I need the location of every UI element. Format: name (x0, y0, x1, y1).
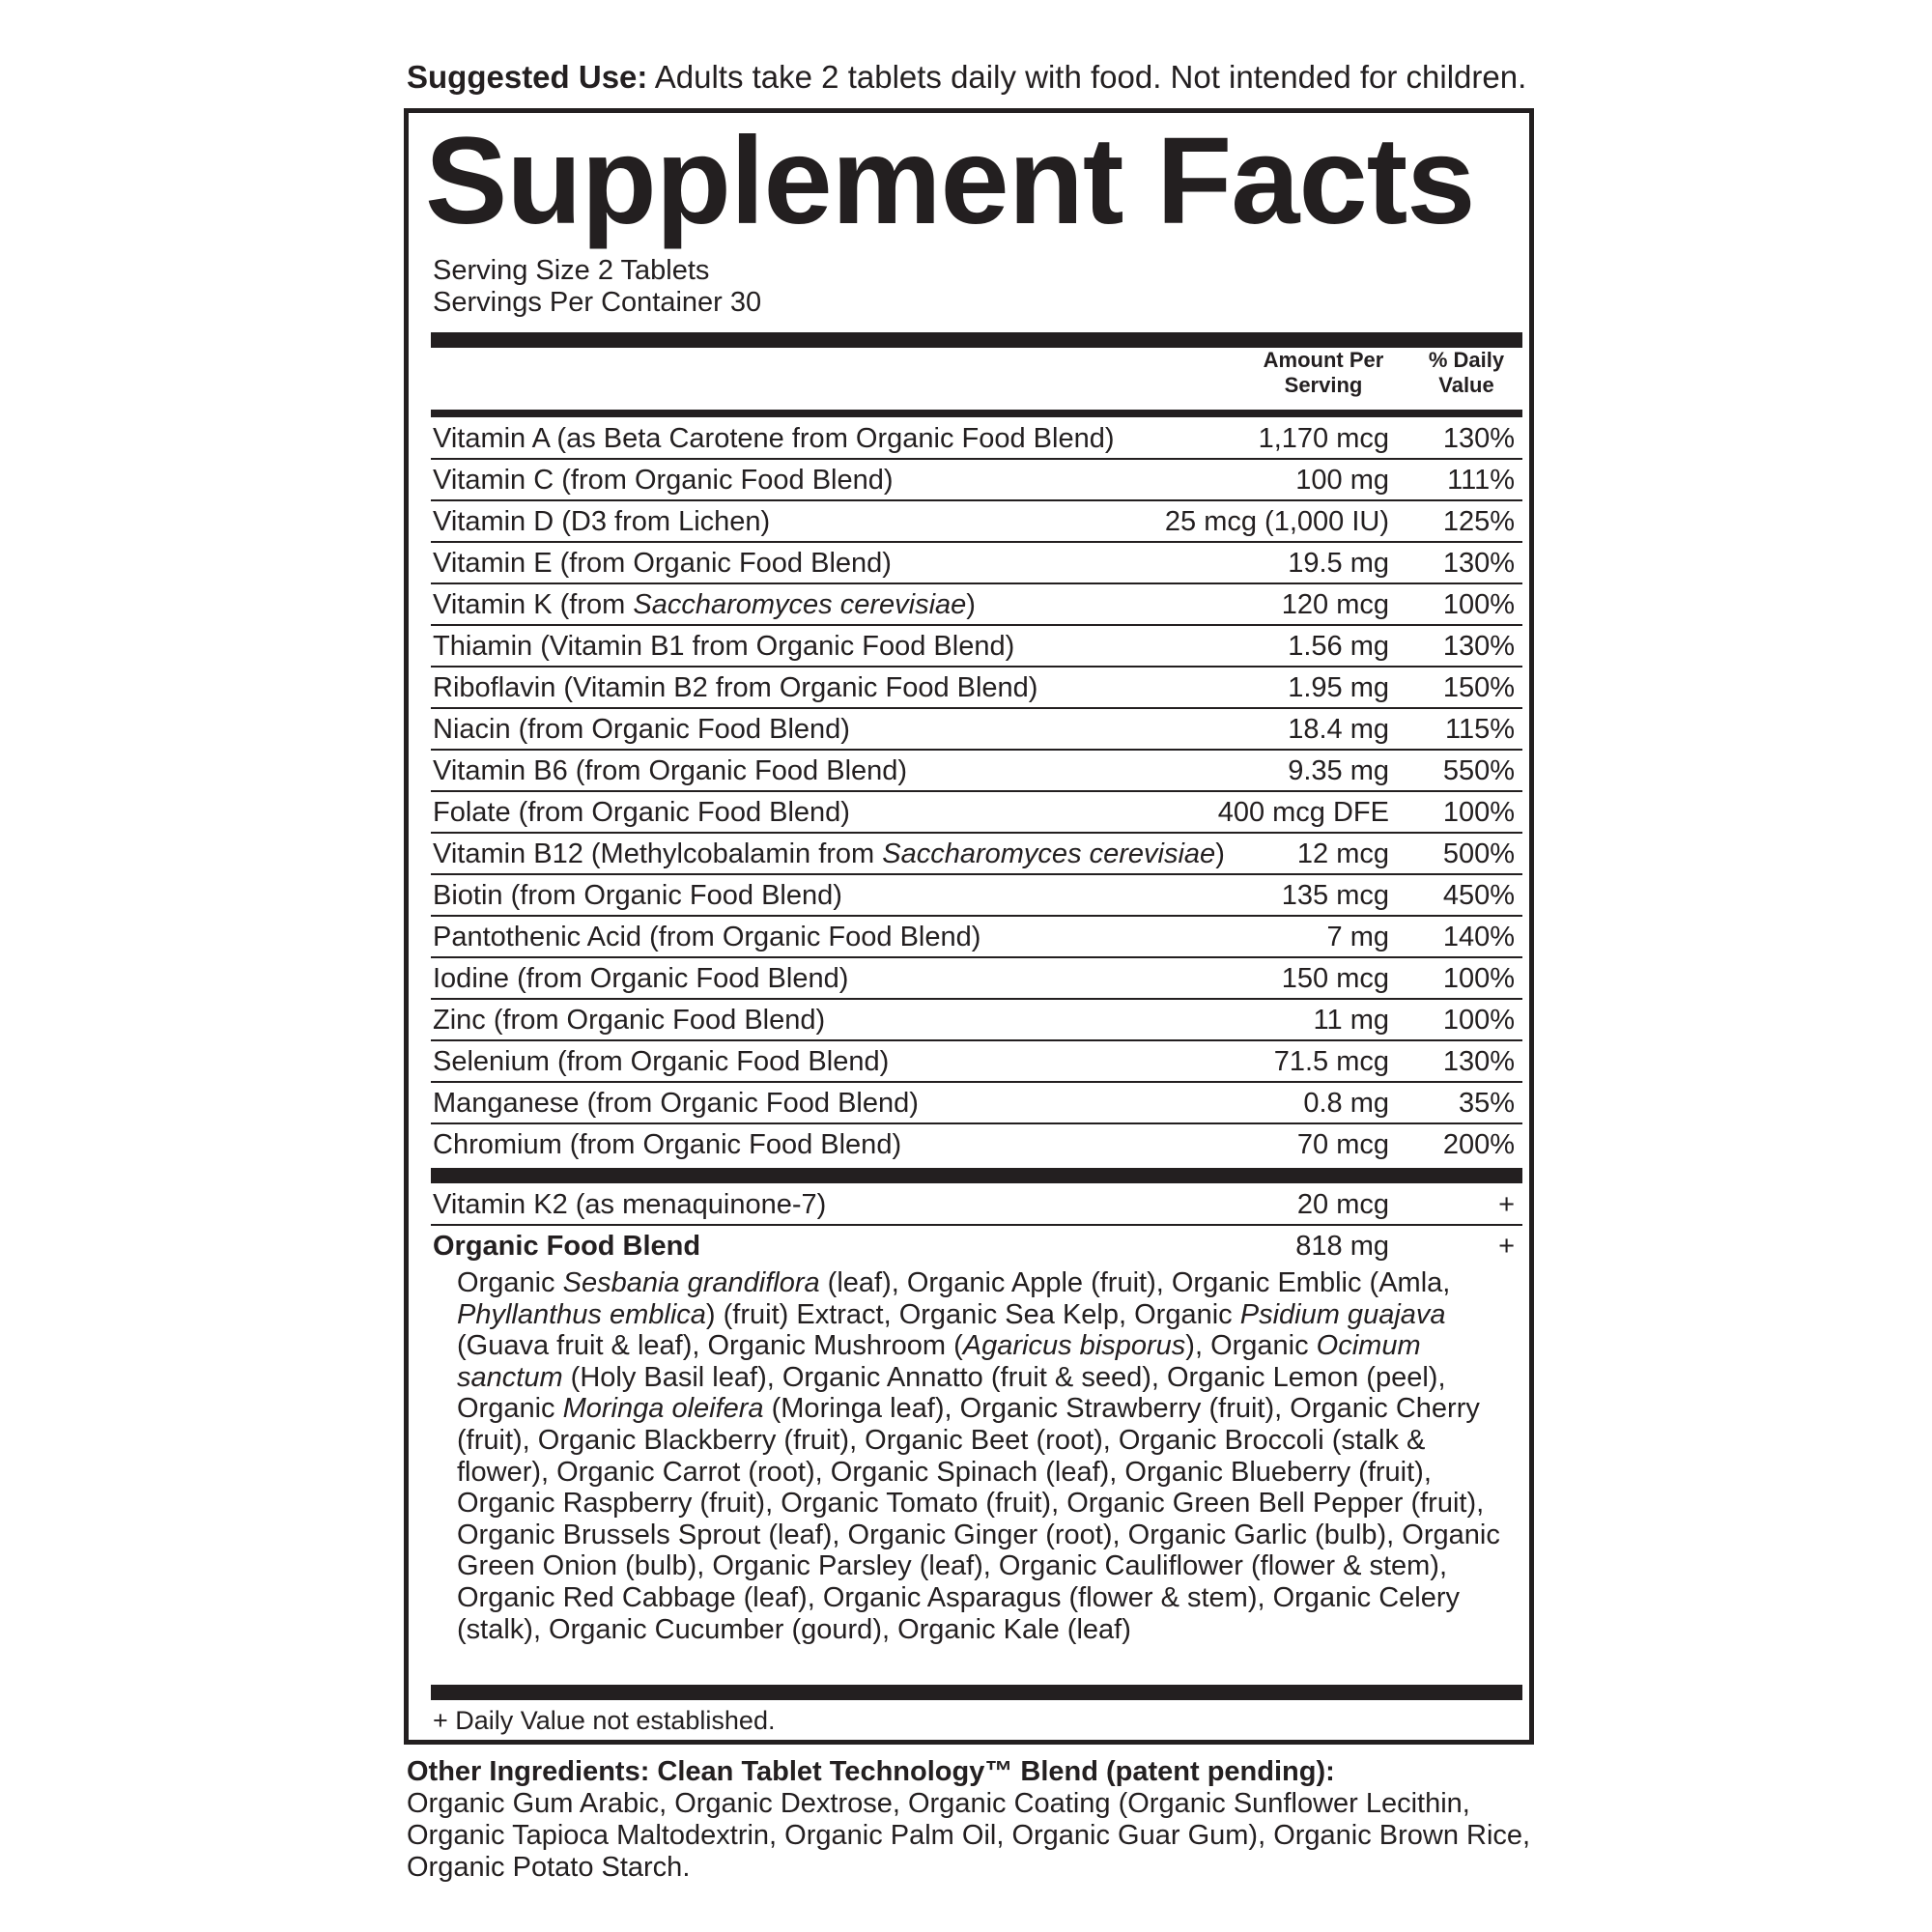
nutrient-daily-value: + (1498, 1231, 1515, 1262)
nutrient-daily-value: 125% (1442, 506, 1515, 537)
nutrient-daily-value: 550% (1442, 755, 1515, 786)
nutrient-name: Iodine (from Organic Food Blend) (433, 963, 849, 994)
nutrient-daily-value: 130% (1442, 548, 1515, 579)
nutrient-name: Zinc (from Organic Food Blend) (433, 1005, 826, 1036)
table-row (431, 709, 1522, 751)
table-row (431, 1083, 1522, 1124)
nutrient-name: Thiamin (Vitamin B1 from Organic Food Blend) (433, 631, 1015, 662)
nutrient-daily-value: 200% (1442, 1129, 1515, 1160)
table-row (431, 917, 1522, 958)
suggested-use (407, 54, 1526, 100)
table-row (431, 626, 1522, 668)
nutrient-daily-value: 130% (1442, 631, 1515, 662)
nutrient-amount: 20 mcg (1296, 1189, 1389, 1220)
nutrient-daily-value: 115% (1444, 714, 1515, 745)
nutrient-name: Vitamin B6 (from Organic Food Blend) (433, 755, 908, 786)
column-header-amount: Amount Per Serving (1263, 348, 1384, 397)
serving-size: Serving Size 2 Tablets (433, 255, 710, 286)
nutrient-daily-value: 450% (1442, 880, 1515, 911)
table-row (431, 1226, 1522, 1267)
nutrient-daily-value: 130% (1442, 1046, 1515, 1077)
column-header-daily-value: % Daily Value (1428, 348, 1505, 397)
servings-per-container: Servings Per Container 30 (433, 287, 762, 318)
table-row (431, 501, 1522, 543)
other-ingredients (407, 1756, 1537, 1884)
nutrient-amount: 70 mcg (1296, 1129, 1389, 1160)
nutrient-amount: 19.5 mg (1288, 548, 1389, 579)
table-row (431, 792, 1522, 834)
nutrient-amount: 25 mcg (1,000 IU) (1164, 506, 1389, 537)
suggested-use-label: Suggested Use: (407, 59, 648, 95)
nutrient-daily-value: 150% (1442, 672, 1515, 703)
other-ingredients-label: Other Ingredients: Clean Tablet Technology™ Blend (patent pending): (407, 1756, 1335, 1787)
nutrient-amount: 818 mg (1295, 1231, 1389, 1262)
nutrient-name: Vitamin K (from Saccharomyces cerevisiae) (433, 589, 976, 620)
table-row (431, 543, 1522, 584)
header-divider-bar (431, 410, 1522, 417)
table-row (431, 418, 1522, 460)
nutrient-amount: 1.95 mg (1288, 672, 1389, 703)
footnote-divider-bar (431, 1685, 1522, 1700)
serving-divider-bar (431, 332, 1522, 348)
nutrient-name: Biotin (from Organic Food Blend) (433, 880, 842, 911)
nutrient-daily-value: 140% (1442, 922, 1515, 952)
nutrient-name: Niacin (from Organic Food Blend) (433, 714, 850, 745)
nutrient-amount: 12 mcg (1296, 838, 1389, 869)
table-row (431, 1000, 1522, 1041)
nutrient-amount: 1,170 mcg (1258, 423, 1389, 454)
table-row (431, 460, 1522, 501)
nutrient-amount: 1.56 mg (1288, 631, 1389, 662)
nutrient-amount: 120 mcg (1281, 589, 1389, 620)
nutrient-daily-value: 100% (1442, 1005, 1515, 1036)
nutrient-amount: 71.5 mcg (1273, 1046, 1389, 1077)
nutrient-amount: 11 mg (1313, 1005, 1389, 1036)
nutrient-name: Manganese (from Organic Food Blend) (433, 1088, 919, 1119)
nutrient-name: Vitamin B12 (Methylcobalamin from Saccharomyces cerevisiae) (433, 838, 1225, 869)
nutrient-name: Organic Food Blend (433, 1231, 701, 1262)
section-divider-bar (431, 1168, 1522, 1183)
nutrient-amount: 0.8 mg (1303, 1088, 1389, 1119)
table-row (431, 668, 1522, 709)
nutrient-name: Chromium (from Organic Food Blend) (433, 1129, 902, 1160)
table-row (431, 875, 1522, 917)
nutrient-daily-value: 100% (1442, 797, 1515, 828)
organic-food-blend-ingredients: Organic Sesbania grandiflora (leaf), Organic Apple (fruit), Organic Emblic (Amla, Phyllanthus emblica) (fruit) Extract, Organic Sea Kelp, Organic Psidium guajava (Guava fruit & leaf), Organic Mushroom (Agaricus bisporus), Organic Ocimum sanctum (Holy Basil leaf), Organic Annatto (fruit & seed), Organic Lemon (peel), Organic Moringa oleifera (Moringa leaf), Organic Strawberry (fruit), Organic Cherry (fruit), Organic Blackberry (fruit), Organic Beet (root), Organic Broccoli (stalk & flower), Organic Carrot (root), Organic Spinach (leaf), Organic Blueberry (fruit), Organic Raspberry (fruit), Organic Tomato (fruit), Organic Green Bell Pepper (fruit), Organic Brussels Sprout (leaf), Organic Ginger (root), Organic Garlic (bulb), Organic Green Onion (bulb), Organic Parsley (leaf), Organic Cauliflower (flower & stem), Organic Red Cabbage (leaf), Organic Asparagus (flower & stem), Organic Celery (stalk), Organic Cucumber (gourd), Organic Kale (leaf) (457, 1267, 1500, 1645)
table-row (431, 958, 1522, 1000)
nutrient-name: Vitamin D (D3 from Lichen) (433, 506, 771, 537)
nutrient-amount: 150 mcg (1281, 963, 1389, 994)
table-row (431, 751, 1522, 792)
nutrient-name: Vitamin K2 (as menaquinone-7) (433, 1189, 827, 1220)
nutrient-name: Vitamin C (from Organic Food Blend) (433, 465, 894, 496)
nutrient-name: Pantothenic Acid (from Organic Food Blend) (433, 922, 981, 952)
daily-value-footnote: + Daily Value not established. (433, 1706, 776, 1735)
nutrient-name: Vitamin A (as Beta Carotene from Organic Food Blend) (433, 423, 1115, 454)
nutrient-amount: 7 mg (1326, 922, 1389, 952)
nutrient-daily-value: + (1498, 1189, 1515, 1220)
other-ingredients-text: Organic Gum Arabic, Organic Dextrose, Organic Coating (Organic Sunflower Lecithin, Organic Tapioca Maltodextrin, Organic Palm Oil, Organic Guar Gum), Organic Brown Rice, Organic Potato Starch. (407, 1788, 1531, 1883)
nutrient-name: Folate (from Organic Food Blend) (433, 797, 850, 828)
nutrient-daily-value: 100% (1442, 589, 1515, 620)
nutrient-amount: 100 mg (1295, 465, 1389, 496)
nutrient-name: Riboflavin (Vitamin B2 from Organic Food Blend) (433, 672, 1038, 703)
nutrient-amount: 18.4 mg (1288, 714, 1389, 745)
table-row (431, 834, 1522, 875)
nutrient-name: Selenium (from Organic Food Blend) (433, 1046, 890, 1077)
nutrient-daily-value: 500% (1442, 838, 1515, 869)
nutrient-amount: 9.35 mg (1288, 755, 1389, 786)
table-row (431, 584, 1522, 626)
nutrient-daily-value: 100% (1442, 963, 1515, 994)
nutrient-name: Vitamin E (from Organic Food Blend) (433, 548, 892, 579)
nutrient-amount: 400 mcg DFE (1217, 797, 1389, 828)
nutrient-amount: 135 mcg (1281, 880, 1389, 911)
table-row (431, 1041, 1522, 1083)
nutrient-daily-value: 111% (1447, 465, 1515, 496)
table-row (431, 1184, 1522, 1226)
suggested-use-text: Adults take 2 tablets daily with food. Not intended for children. (647, 59, 1527, 95)
serving-info (433, 255, 761, 319)
panel-title: Supplement Facts (425, 112, 1475, 250)
table-row (431, 1124, 1522, 1166)
nutrient-daily-value: 35% (1458, 1088, 1515, 1119)
nutrient-daily-value: 130% (1442, 423, 1515, 454)
